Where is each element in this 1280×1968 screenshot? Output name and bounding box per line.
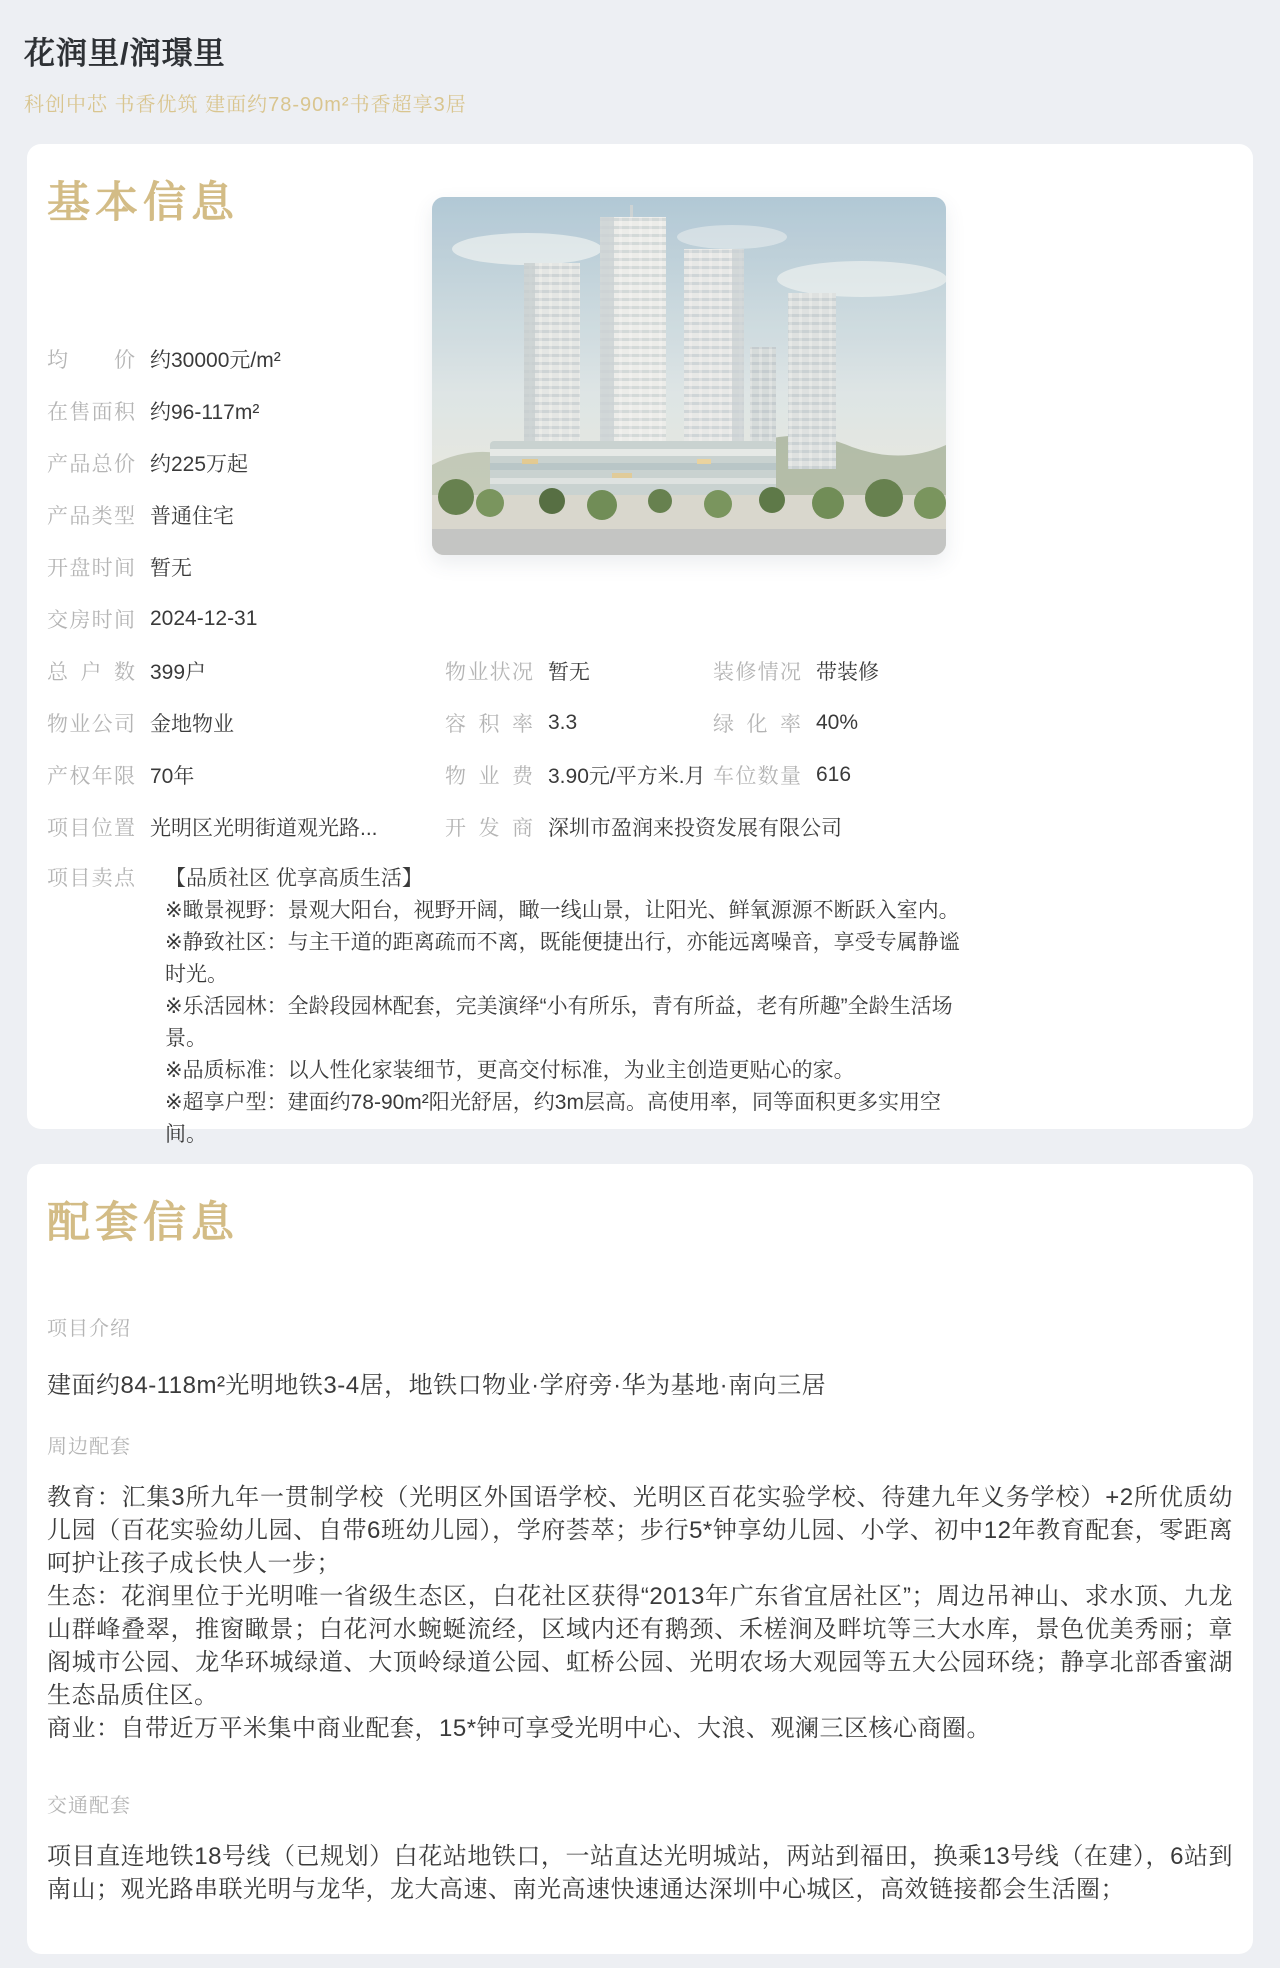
- info-cell-households: [47, 656, 445, 686]
- info-cell-property-status: [445, 656, 713, 686]
- info-row-product-type: [47, 489, 447, 541]
- info-label: 产品总价: [47, 453, 135, 476]
- info-label: 总户数: [47, 661, 135, 684]
- info-value: 深圳市盈润来投资发展有限公司: [548, 817, 842, 840]
- selling-point-item: ※乐活园林：全龄段园林配套，完美演绎“小有所乐，青有所益，老有所趣”全龄生活场景。: [165, 995, 953, 1050]
- selling-point-item: ※静致社区：与主干道的距离疏而不离，既能便捷出行，亦能远离噪音，享受专属静谧时光。: [165, 931, 960, 986]
- info-label: 开发商: [445, 817, 533, 840]
- info-value: 光明区光明街道观光路...: [150, 817, 378, 840]
- info-value: 约96-117m²: [150, 401, 260, 424]
- info-cell-parking: [713, 760, 1233, 790]
- info-row-opening-date: [47, 541, 447, 593]
- business-paragraph: 商业：自带近万平米集中商业配套，15*钟可享受光明中心、大浪、观澜三区核心商圈。: [47, 1715, 992, 1742]
- page-header: [0, 0, 1280, 117]
- building-illustration: [432, 197, 946, 555]
- info-row-total-price: [47, 437, 447, 489]
- page-subtitle: 科创中芯 书香优筑 建面约78-90m²书香超享3居: [24, 94, 467, 116]
- info-cell-developer: [445, 812, 1233, 842]
- basic-info-section-title: 基本信息: [47, 179, 239, 227]
- info-label: 装修情况: [713, 661, 801, 684]
- info-row-delivery-date: [47, 593, 447, 645]
- info-label: 物业公司: [47, 713, 135, 736]
- info-label: 开盘时间: [47, 557, 135, 580]
- info-value: 40%: [816, 711, 859, 734]
- info-cell-decoration: [713, 656, 1233, 686]
- info-cell-property-fee: [445, 760, 713, 790]
- info-cell-property-company: [47, 708, 445, 738]
- info-label: 交房时间: [47, 609, 135, 632]
- info-value: 约225万起: [150, 453, 249, 476]
- info-grid-row: [47, 749, 1233, 801]
- info-value: 399户: [150, 661, 207, 684]
- selling-points: [47, 853, 1233, 1151]
- basic-info-grid: [47, 645, 1233, 853]
- nearby-facilities-label: 周边配套: [47, 1436, 131, 1458]
- selling-point-item: ※瞰景视野：景观大阳台，视野开阔，瞰一线山景，让阳光、鲜氧源源不断跃入室内。: [165, 899, 960, 922]
- info-value: 2024-12-31: [150, 607, 258, 630]
- project-intro-label: 项目介绍: [47, 1318, 131, 1340]
- selling-points-heading: 【品质社区 优享高质生活】: [165, 867, 423, 890]
- selling-points-label: 项目卖点: [47, 867, 135, 890]
- project-intro-text: 建面约84-118m²光明地铁3-4居，地铁口物业·学府旁·华为基地·南向三居: [47, 1372, 827, 1399]
- info-value: 3.3: [548, 711, 578, 734]
- info-label: 容积率: [445, 713, 533, 736]
- info-label: 产权年限: [47, 765, 135, 788]
- ecology-paragraph: 生态：花润里位于光明唯一省级生态区，白花社区获得“2013年广东省宜居社区”；周边吊神山、求水顶、九龙山群峰叠翠，推窗瞰景；白花河水蜿蜒流经，区域内还有鹅颈、禾槎涧及畔坑等三大水库，景色优美秀丽；章阁城市公园、龙华环城绿道、大顶岭绿道公园、虹桥公园、光明农场大观园等五大公园环绕；静享北部香蜜湖生态品质住区。: [47, 1583, 1233, 1709]
- info-value: 暂无: [548, 661, 590, 684]
- info-label: 物业费: [445, 765, 533, 788]
- info-cell-greening-rate: [713, 708, 1233, 738]
- property-photo[interactable]: [432, 197, 946, 555]
- info-row-price: [47, 333, 447, 385]
- basic-info-left-column: [47, 333, 447, 645]
- info-value: 3.90元/平方米.月: [548, 765, 706, 788]
- info-grid-row: [47, 801, 1233, 853]
- info-value: 约30000元/m²: [150, 349, 281, 372]
- selling-points-text: [165, 863, 965, 1151]
- info-grid-row: [47, 645, 1233, 697]
- page-title: 花润里/润璟里: [24, 36, 226, 71]
- info-cell-plot-ratio: [445, 708, 713, 738]
- info-cell-tenure: [47, 760, 445, 790]
- info-value: 金地物业: [150, 713, 234, 736]
- info-label: 物业状况: [445, 661, 533, 684]
- info-value: 暂无: [150, 557, 192, 580]
- info-label: 车位数量: [713, 765, 801, 788]
- info-label: 均价: [47, 349, 135, 372]
- selling-point-item: ※品质标准：以人性化家装细节，更高交付标准，为业主创造更贴心的家。: [165, 1059, 855, 1082]
- education-paragraph: 教育：汇集3所九年一贯制学校（光明区外国语学校、光明区百花实验学校、待建九年义务学校）+2所优质幼儿园（百花实验幼儿园、自带6班幼儿园），学府荟萃；步行5*钟享幼儿园、小学、初中12年教育配套，零距离呵护让孩子成长快人一步；: [47, 1484, 1233, 1577]
- info-grid-row: [47, 697, 1233, 749]
- info-label: 产品类型: [47, 505, 135, 528]
- facilities-card: [27, 1164, 1253, 1954]
- info-row-area: [47, 385, 447, 437]
- facilities-section-title: 配套信息: [47, 1199, 239, 1247]
- info-value: 普通住宅: [150, 505, 234, 528]
- info-cell-location: [47, 812, 445, 842]
- transport-paragraph: 项目直连地铁18号线（已规划）白花站地铁口，一站直达光明城站，两站到福田，换乘13号线（在建），6站到南山；观光路串联光明与龙华，龙大高速、南光高速快速通达深圳中心城区，高效链接都会生活圈；: [47, 1843, 1233, 1903]
- info-label: 绿化率: [713, 713, 801, 736]
- basic-info-card: [27, 144, 1253, 1146]
- transport-label: 交通配套: [47, 1795, 131, 1817]
- info-value: 70年: [150, 765, 195, 788]
- info-value: 带装修: [816, 661, 879, 684]
- info-value: 616: [816, 763, 852, 786]
- selling-point-item: ※超享户型：建面约78-90m²阳光舒居，约3m层高。高使用率，同等面积更多实用空间。: [165, 1091, 941, 1146]
- info-label: 项目位置: [47, 817, 135, 840]
- info-label: 在售面积: [47, 401, 135, 424]
